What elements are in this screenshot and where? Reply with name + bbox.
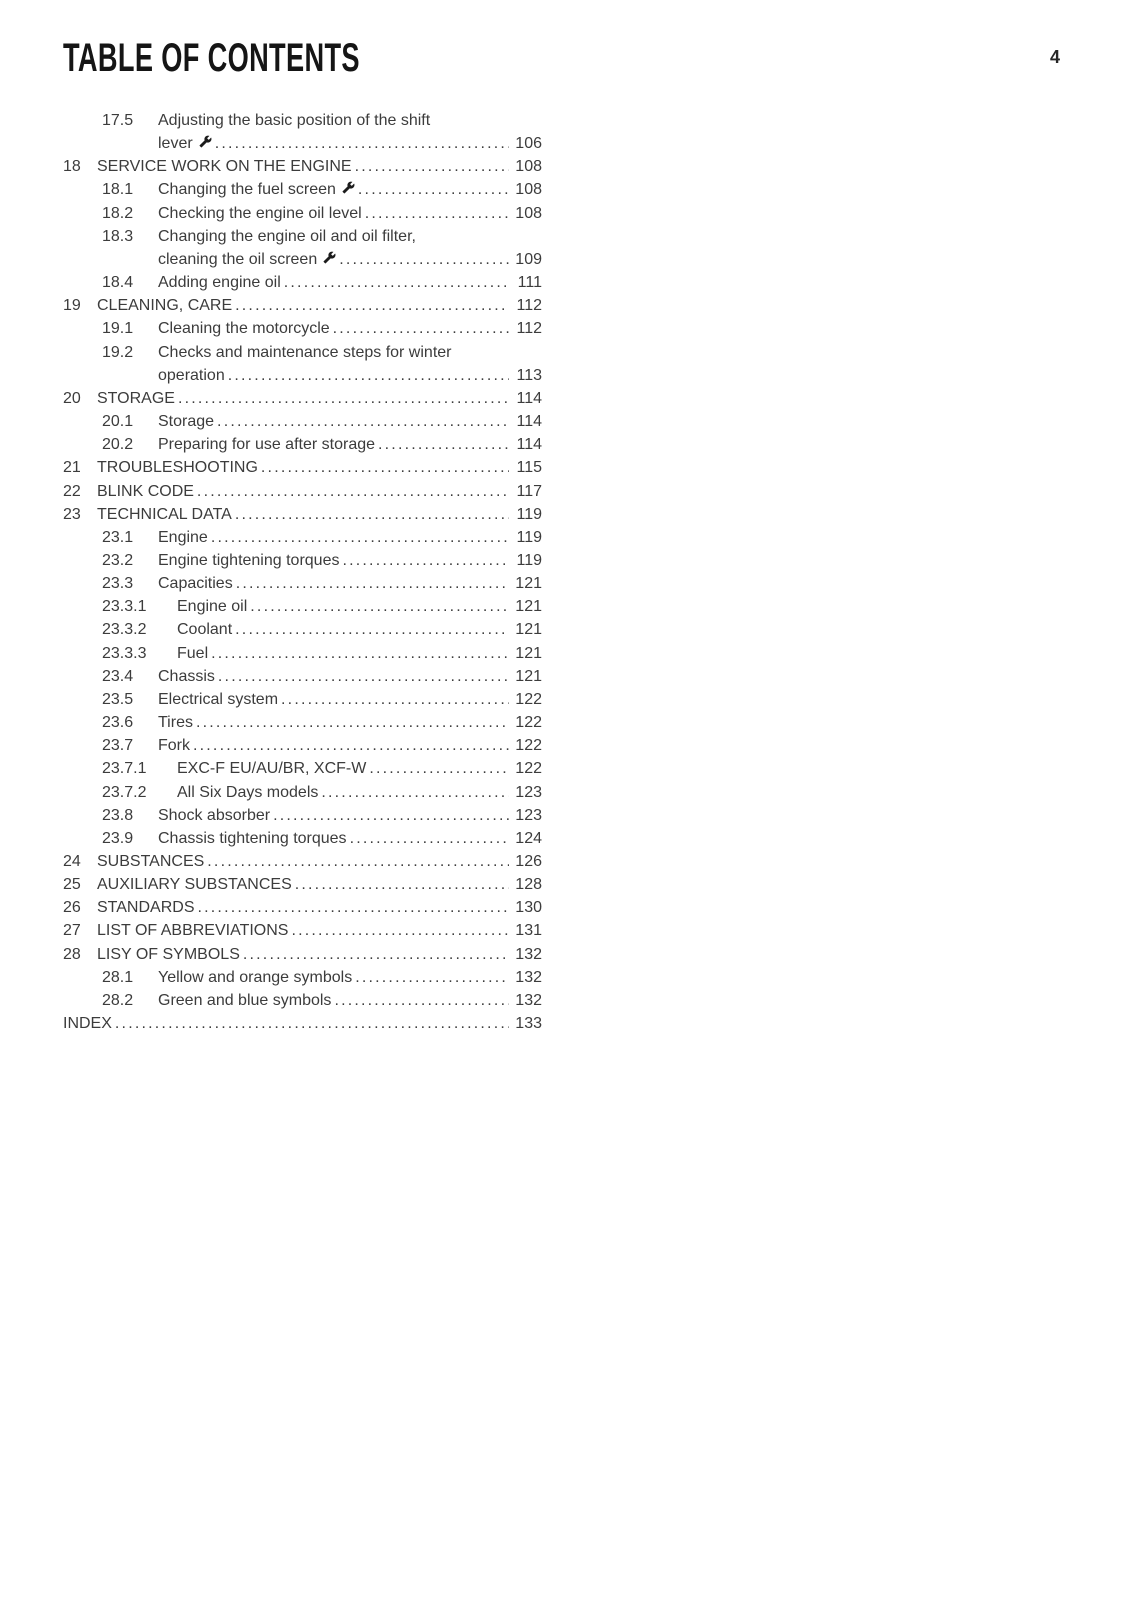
toc-entry[interactable] [63, 850, 542, 873]
toc-entry[interactable] [63, 665, 542, 688]
toc-entry-title: EXC-F EU/AU/BR, XCF-W [177, 760, 367, 778]
toc-entry-number: 27 [63, 922, 81, 940]
dot-leader [197, 480, 509, 503]
dot-leader [217, 410, 509, 433]
toc-entry-page: 121 [515, 621, 542, 639]
toc-entry-page: 132 [515, 945, 542, 963]
dot-leader [235, 294, 509, 317]
toc-entry-page: 113 [516, 366, 542, 384]
toc-entry[interactable] [63, 549, 542, 572]
toc-entry-page: 108 [515, 181, 542, 199]
toc-entry-number: 19.1 [102, 320, 134, 338]
toc-entry-page: 115 [516, 459, 542, 477]
toc-entry-number: 23.2 [102, 551, 134, 569]
toc-entry-number: 23.6 [102, 714, 134, 732]
dot-leader [350, 827, 509, 850]
toc-entry[interactable] [63, 711, 542, 734]
toc-entry-number: 20 [63, 389, 81, 407]
toc-entry-number: 28.2 [102, 991, 134, 1009]
toc-entry[interactable] [63, 410, 542, 433]
toc-entry-number: 28 [63, 945, 81, 963]
toc-entry-title: TROUBLESHOOTING [97, 459, 258, 477]
toc-entry-title: Green and blue symbols [158, 991, 332, 1009]
toc-entry-page: 121 [515, 598, 542, 616]
dot-leader [218, 665, 509, 688]
toc-entry-page: 122 [515, 737, 542, 755]
toc-entry[interactable] [63, 757, 542, 780]
toc-entry-number: 18.1 [102, 181, 134, 199]
toc-entry-page: 114 [516, 389, 542, 407]
toc-entry-page: 122 [515, 760, 542, 778]
dot-leader [211, 526, 509, 549]
toc-entry-page: 119 [516, 551, 542, 569]
toc-entry-title: LISY OF SYMBOLS [97, 945, 240, 963]
dot-leader [355, 155, 509, 178]
toc-entry[interactable] [63, 503, 542, 526]
toc-entry-page: 106 [515, 135, 542, 153]
toc-entry-page: 133 [515, 1015, 542, 1033]
toc-entry-page: 109 [515, 250, 542, 268]
toc-entry-title: Fuel [177, 644, 209, 662]
dot-leader [243, 943, 509, 966]
toc-entry[interactable] [63, 781, 542, 804]
toc-entry-page: 111 [517, 274, 542, 292]
toc-entry[interactable] [63, 873, 542, 896]
toc-entry-title: Chassis tightening torques [158, 829, 347, 847]
toc-entry-number: 23 [63, 505, 81, 523]
dot-leader [193, 734, 509, 757]
toc-entry[interactable] [63, 943, 542, 966]
dot-leader [250, 595, 509, 618]
toc-entry-number: 18.3 [102, 227, 134, 245]
dot-leader [215, 132, 509, 155]
toc-entry-title: Engine [158, 528, 208, 546]
toc-entry-page: 132 [515, 968, 542, 986]
dot-leader [273, 804, 509, 827]
toc-entry-title: INDEX [63, 1015, 112, 1033]
toc-entry-title: Adding engine oil [158, 274, 281, 292]
toc-entry[interactable] [63, 989, 542, 1012]
toc-entry[interactable] [63, 341, 542, 387]
toc-entry-page: 119 [516, 528, 542, 546]
dot-leader [207, 850, 509, 873]
wrench-icon [199, 135, 212, 148]
toc-entry[interactable] [63, 387, 542, 410]
toc-entry[interactable] [63, 271, 542, 294]
toc-entry[interactable] [63, 1012, 542, 1035]
toc-entry-number: 23.8 [102, 806, 134, 824]
toc-entry-title: Preparing for use after storage [158, 436, 376, 454]
toc-entry-title: Shock absorber [158, 806, 271, 824]
toc-entry[interactable] [63, 642, 542, 665]
dot-leader [235, 503, 509, 526]
toc-entry-title: Checking the engine oil level [158, 204, 362, 222]
toc-entry-page: 114 [516, 413, 542, 431]
toc-entry-number: 23.4 [102, 667, 134, 685]
dot-leader [358, 178, 509, 201]
toc-entry-title: BLINK CODE [97, 482, 194, 500]
toc-entry[interactable] [63, 433, 542, 456]
toc-entry[interactable] [63, 595, 542, 618]
dot-leader [261, 456, 509, 479]
dot-leader [334, 989, 509, 1012]
dot-leader [115, 1012, 509, 1035]
toc-entry-title: Checks and maintenance steps for winter [158, 343, 452, 361]
toc-entry-number: 25 [63, 876, 81, 894]
toc-entry[interactable] [63, 317, 542, 340]
dot-leader [321, 781, 509, 804]
toc-entry-number: 19.2 [102, 343, 134, 361]
toc-entry-title: cleaning the oil screen [158, 250, 318, 268]
toc-list [63, 109, 542, 1035]
dot-leader [281, 688, 509, 711]
toc-entry-number: 24 [63, 853, 81, 870]
toc-entry[interactable] [63, 225, 542, 271]
toc-entry-number: 23.3 [102, 575, 134, 593]
toc-entry-number: 18 [63, 158, 81, 176]
toc-entry-page: 121 [515, 575, 542, 593]
dot-leader [284, 271, 509, 294]
dot-leader [342, 549, 509, 572]
toc-entry-title: Adjusting the basic position of the shift [158, 112, 431, 129]
wrench-icon [342, 181, 355, 194]
toc-entry-title: Engine tightening torques [158, 551, 340, 569]
toc-entry-title: operation [158, 366, 225, 384]
toc-entry-number: 23.3.1 [102, 598, 147, 616]
toc-entry-number: 23.7.1 [102, 760, 147, 778]
toc-entry[interactable] [63, 155, 542, 178]
toc-entry[interactable] [63, 526, 542, 549]
toc-entry-page: 112 [516, 297, 542, 315]
dot-leader [333, 317, 509, 340]
dot-leader [178, 387, 509, 410]
dot-leader [228, 364, 509, 387]
toc-entry[interactable] [63, 804, 542, 827]
toc-entry[interactable] [63, 734, 542, 757]
toc-entry-page: 126 [515, 853, 542, 870]
toc-entry-page: 117 [516, 482, 542, 500]
dot-leader [378, 433, 509, 456]
toc-entry-number: 28.1 [102, 968, 134, 986]
toc-entry-title: LIST OF ABBREVIATIONS [97, 922, 289, 940]
toc-entry-number: 23.9 [102, 829, 134, 847]
toc-entry-title: Cleaning the motorcycle [158, 320, 330, 338]
toc-entry-page: 128 [515, 876, 542, 894]
toc-entry-number: 17.5 [102, 112, 134, 129]
dot-leader [236, 572, 509, 595]
toc-entry-title: STORAGE [97, 389, 175, 407]
toc-entry-title: Changing the fuel screen [158, 181, 336, 199]
toc-entry-page: 119 [516, 505, 542, 523]
toc-entry-number: 23.3.2 [102, 621, 147, 639]
toc-entry-title: Yellow and orange symbols [158, 968, 353, 986]
toc-entry-number: 18.2 [102, 204, 134, 222]
dot-leader [291, 919, 509, 942]
toc-entry-number: 23.1 [102, 528, 134, 546]
page-title: TABLE OF CONTENTS [63, 36, 360, 80]
toc-entry[interactable] [63, 572, 542, 595]
toc-entry-title: Electrical system [158, 690, 279, 708]
toc-entry[interactable] [63, 480, 542, 503]
dot-leader [235, 618, 509, 641]
toc-entry-title: STANDARDS [97, 899, 195, 917]
toc-entry[interactable] [63, 294, 542, 317]
toc-entry-title: AUXILIARY SUBSTANCES [97, 876, 292, 894]
toc-entry-title: Capacities [158, 575, 233, 593]
toc-entry-page: 122 [515, 690, 542, 708]
toc-entry-number: 21 [63, 459, 81, 477]
toc-entry-page: 124 [515, 829, 542, 847]
toc-entry-number: 22 [63, 482, 81, 500]
toc-entry-number: 20.1 [102, 413, 134, 431]
toc-entry[interactable] [63, 202, 542, 225]
toc-entry[interactable] [63, 109, 542, 155]
toc-entry-title: SERVICE WORK ON THE ENGINE [97, 158, 352, 176]
toc-entry-title: Coolant [177, 621, 233, 639]
toc-entry-title: TECHNICAL DATA [97, 505, 232, 523]
toc-entry-number: 23.7.2 [102, 783, 147, 801]
toc-entry-title: Changing the engine oil and oil filter, [158, 227, 416, 245]
toc-entry-title: Tires [158, 714, 193, 732]
toc-entry-page: 108 [515, 204, 542, 222]
toc-entry-page: 108 [515, 158, 542, 176]
dot-leader [355, 966, 509, 989]
toc-entry-page: 132 [515, 991, 542, 1009]
wrench-icon [323, 251, 336, 264]
toc-entry-number: 23.5 [102, 690, 134, 708]
toc-entry[interactable] [63, 618, 542, 641]
toc-entry-number: 18.4 [102, 274, 134, 292]
toc-entry-title: Storage [158, 413, 215, 431]
toc-entry-page: 122 [515, 714, 542, 732]
dot-leader [198, 896, 510, 919]
toc-entry[interactable] [63, 896, 542, 919]
toc-entry-title: Chassis [158, 667, 215, 685]
toc-entry[interactable] [63, 688, 542, 711]
toc-entry-number: 19 [63, 297, 81, 315]
toc-entry-title: lever [158, 135, 193, 153]
dot-leader [339, 248, 509, 271]
dot-leader [369, 757, 509, 780]
toc-entry-number: 20.2 [102, 436, 134, 454]
dot-leader [211, 642, 509, 665]
toc-entry-page: 131 [515, 922, 542, 940]
toc-entry[interactable] [63, 456, 542, 479]
dot-leader [295, 873, 509, 896]
toc-entry-number: 23.7 [102, 737, 134, 755]
toc-entry-number: 23.3.3 [102, 644, 147, 662]
page-number: 4 [1049, 47, 1060, 67]
toc-entry-page: 123 [515, 783, 542, 801]
toc-entry-page: 112 [516, 320, 542, 338]
toc-entry-page: 123 [515, 806, 542, 824]
dot-leader [365, 202, 509, 225]
toc-entry-page: 114 [516, 436, 542, 454]
toc-entry[interactable] [63, 178, 542, 201]
toc-entry-number: 26 [63, 899, 81, 917]
toc-entry-title: CLEANING, CARE [97, 297, 233, 315]
toc-entry[interactable] [63, 919, 542, 942]
toc-entry-page: 121 [515, 667, 542, 685]
toc-entry-title: Fork [158, 737, 190, 755]
toc-entry-title: All Six Days models [177, 783, 319, 801]
toc-entry[interactable] [63, 966, 542, 989]
toc-entry-title: SUBSTANCES [97, 853, 205, 870]
toc-entry-page: 130 [515, 899, 542, 917]
toc-entry-title: Engine oil [177, 598, 248, 616]
toc-entry[interactable] [63, 827, 542, 850]
toc-entry-page: 121 [515, 644, 542, 662]
dot-leader [196, 711, 509, 734]
